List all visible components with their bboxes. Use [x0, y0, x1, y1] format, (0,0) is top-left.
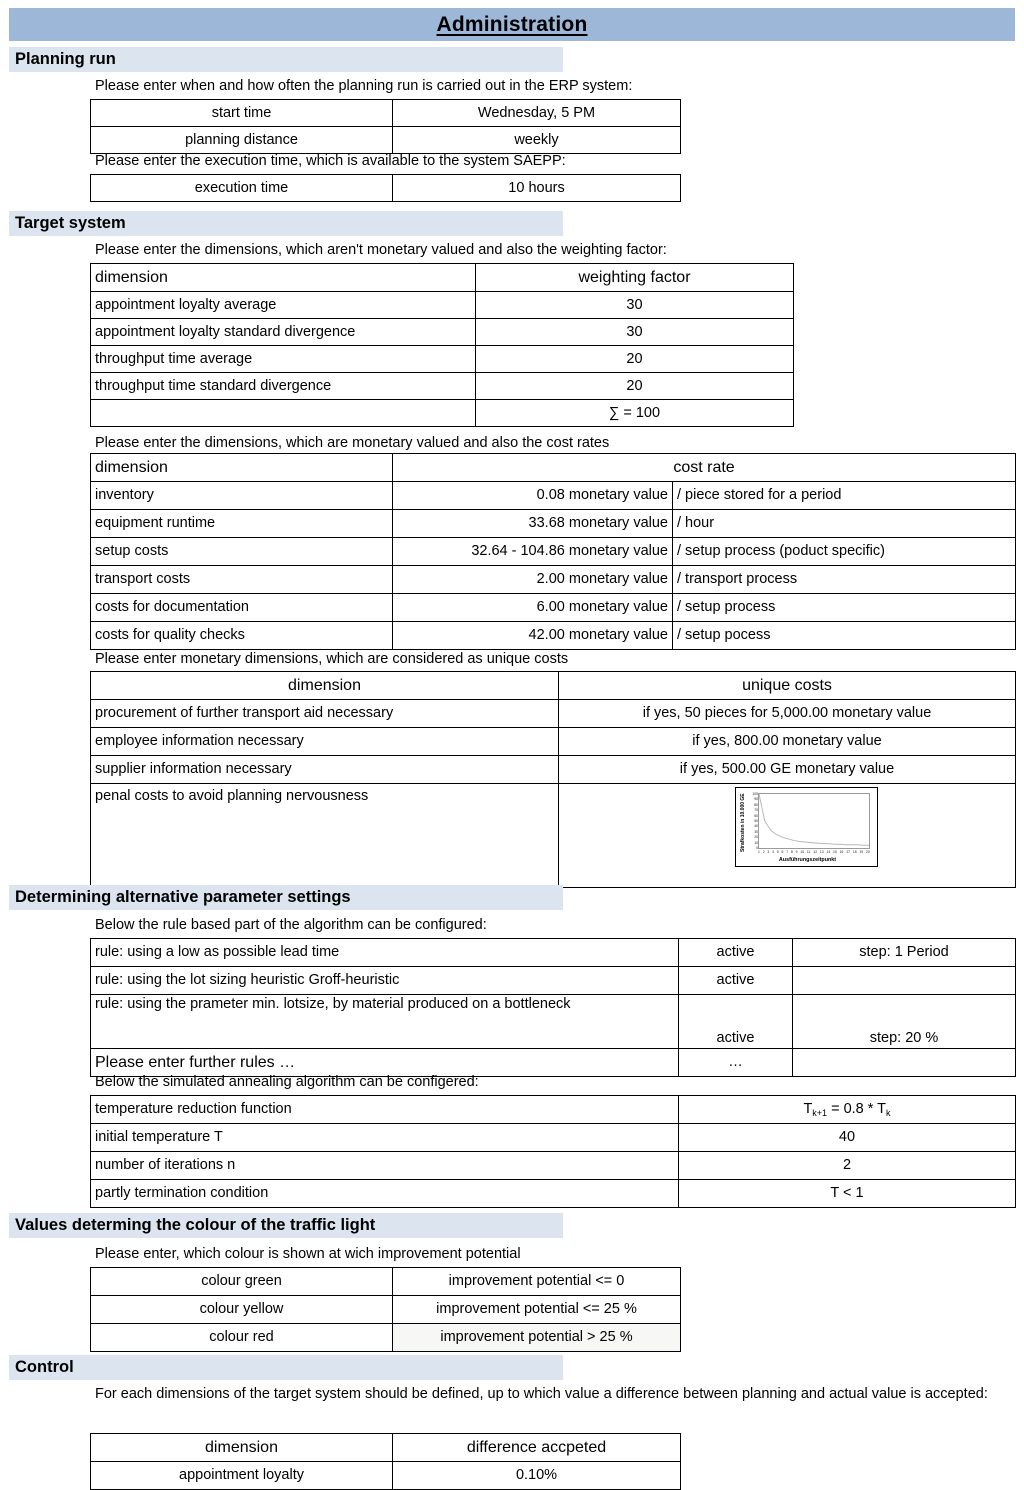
table-row: [91, 1324, 681, 1352]
table-row: [91, 939, 1016, 967]
chart-x-tick: 5: [776, 850, 779, 854]
rule-step[interactable]: step: 1 Period: [793, 939, 1016, 967]
section-header-alternative-parameters: Determining alternative parameter settings: [9, 885, 563, 910]
formula-t: T: [803, 1100, 813, 1117]
table-row: [91, 756, 1016, 784]
rules-intro: Below the rule based part of the algorithm can be configured:: [95, 917, 487, 933]
weighting-dimension: appointment loyalty average: [91, 292, 476, 319]
chart-x-tick: 12: [813, 850, 818, 854]
table-row: [91, 1268, 681, 1296]
chart-y-tick: 70: [754, 808, 758, 813]
table-row: [91, 482, 1016, 510]
target-system-intro-weighting: Please enter the dimensions, which aren't monetary valued and also the weighting factor:: [95, 242, 667, 258]
unique-dimension: penal costs to avoid planning nervousness: [91, 784, 559, 888]
cost-amount[interactable]: 42.00 monetary value: [393, 622, 673, 650]
table-total-row: [91, 400, 794, 427]
control-table: [90, 1433, 681, 1490]
chart-x-tick: 2: [762, 850, 765, 854]
annealing-label: temperature reduction function: [91, 1096, 679, 1124]
rule-step[interactable]: [793, 1049, 1016, 1077]
table-header-row: [91, 264, 794, 292]
chart-y-tick: 10: [754, 840, 758, 845]
cost-amount[interactable]: 33.68 monetary value: [393, 510, 673, 538]
rule-state[interactable]: active: [679, 939, 793, 967]
table-row: [91, 1152, 1016, 1180]
colour-red-value[interactable]: improvement potential > 25 %: [393, 1324, 681, 1352]
chart-x-tick: 19: [859, 850, 864, 854]
chart-x-tick: 16: [839, 850, 844, 854]
cost-dimension: equipment runtime: [91, 510, 393, 538]
formula-sub-k: k: [886, 1107, 891, 1118]
cost-unit: / piece stored for a period: [673, 482, 1016, 510]
weighting-value[interactable]: 20: [476, 346, 794, 373]
cost-dimension: costs for quality checks: [91, 622, 393, 650]
annealing-intro: Below the simulated annealing algorithm can be configered:: [95, 1074, 479, 1090]
weighting-total-spacer: [91, 400, 476, 427]
section-header-target-system: Target system: [9, 211, 563, 236]
control-col-difference: difference accpeted: [393, 1434, 681, 1462]
chart-y-ticks: [749, 792, 758, 850]
chart-x-tick: 11: [806, 850, 811, 854]
weighting-value[interactable]: 30: [476, 319, 794, 346]
table-row: [91, 510, 1016, 538]
colour-yellow-value[interactable]: improvement potential <= 25 %: [393, 1296, 681, 1324]
table-row: [91, 100, 681, 127]
rule-step[interactable]: step: 20 %: [793, 995, 1016, 1049]
start-time-value[interactable]: Wednesday, 5 PM: [393, 100, 681, 127]
cost-rate-table: [90, 453, 1016, 650]
unique-dimension: supplier information necessary: [91, 756, 559, 784]
annealing-value[interactable]: 40: [679, 1124, 1016, 1152]
rule-state[interactable]: active: [679, 967, 793, 995]
table-row: [91, 995, 1016, 1049]
table-row: [91, 1124, 1016, 1152]
annealing-label: partly termination condition: [91, 1180, 679, 1208]
colour-yellow-label: colour yellow: [91, 1296, 393, 1324]
cost-amount[interactable]: 32.64 - 104.86 monetary value: [393, 538, 673, 566]
chart-y-tick: 30: [754, 829, 758, 834]
table-header-row: [91, 672, 1016, 700]
chart-y-tick: [749, 846, 758, 850]
cost-col-dimension: dimension: [91, 454, 393, 482]
table-row: [91, 967, 1016, 995]
table-row: [91, 175, 681, 202]
table-row: [91, 566, 1016, 594]
annealing-value-formula[interactable]: [679, 1096, 1016, 1124]
table-row: [91, 622, 1016, 650]
chart-x-tick: 18: [852, 850, 857, 854]
chart-x-ticks: [758, 850, 870, 857]
rules-table: [90, 938, 1016, 1077]
annealing-table: [90, 1095, 1016, 1208]
section-header-control: Control: [9, 1355, 563, 1380]
chart-y-tick: 20: [754, 835, 758, 840]
cost-unit: / setup process (poduct specific): [673, 538, 1016, 566]
table-row: [91, 728, 1016, 756]
cost-dimension: transport costs: [91, 566, 393, 594]
rule-label: rule: using the lot sizing heuristic Groff-heuristic: [91, 967, 679, 995]
unique-col-costs: unique costs: [559, 672, 1016, 700]
traffic-light-intro: Please enter, which colour is shown at wich improvement potential: [95, 1246, 521, 1262]
weighting-col-dimension: dimension: [91, 264, 476, 292]
chart-x-tick: 15: [833, 850, 837, 854]
cost-unit: / hour: [673, 510, 1016, 538]
cost-dimension: inventory: [91, 482, 393, 510]
chart-x-tick: 7: [786, 850, 789, 854]
chart-x-tick: 17: [846, 850, 851, 854]
chart-x-axis-label: Ausführungszeitpunkt: [778, 857, 837, 863]
chart-x-tick: 10: [800, 850, 805, 854]
cost-unit: / setup process: [673, 594, 1016, 622]
rule-state[interactable]: active: [679, 995, 793, 1049]
unique-dimension: procurement of further transport aid necessary: [91, 700, 559, 728]
table-row: [91, 319, 794, 346]
table-row: [91, 127, 681, 154]
colour-green-value[interactable]: improvement potential <= 0: [393, 1268, 681, 1296]
weighting-value[interactable]: 30: [476, 292, 794, 319]
unique-dimension: employee information necessary: [91, 728, 559, 756]
chart-x-tick: 14: [826, 850, 831, 854]
annealing-value[interactable]: 2: [679, 1152, 1016, 1180]
unique-cost-value[interactable]: if yes, 500.00 GE monetary value: [559, 756, 1016, 784]
chart-x-tick: 9: [795, 850, 798, 854]
colour-green-label: colour green: [91, 1268, 393, 1296]
formula-sub-k1: k+1: [812, 1107, 828, 1118]
planning-run-intro-2: Please enter the execution time, which is available to the system SAEPP:: [95, 153, 566, 169]
chart-curve: [759, 794, 869, 848]
annealing-label: initial temperature T: [91, 1124, 679, 1152]
execution-time-value[interactable]: 10 hours: [393, 175, 681, 202]
weighting-total: ∑ = 100: [476, 400, 794, 427]
table-row: [91, 1096, 1016, 1124]
rule-step[interactable]: [793, 967, 1016, 995]
unique-col-dimension: dimension: [91, 672, 559, 700]
table-row: [91, 538, 1016, 566]
section-header-traffic-light: Values determing the colour of the traffic light: [9, 1213, 563, 1238]
table-row: [91, 1296, 681, 1324]
control-intro: For each dimensions of the target system should be defined, up to which value a difference between planning and actual value is accepted:: [95, 1386, 988, 1402]
rule-state[interactable]: …: [679, 1049, 793, 1077]
chart-y-tick: 90: [754, 797, 758, 802]
table-row: [91, 373, 794, 400]
table-row: [91, 1462, 681, 1490]
cost-dimension: setup costs: [91, 538, 393, 566]
penal-cost-chart: [735, 787, 878, 867]
control-difference[interactable]: 0.10%: [393, 1462, 681, 1490]
chart-x-tick: 13: [819, 850, 824, 854]
chart-y-tick: 40: [754, 824, 758, 829]
chart-x-tick: 4: [772, 850, 774, 854]
cost-amount[interactable]: 0.08 monetary value: [393, 482, 673, 510]
cost-amount[interactable]: 6.00 monetary value: [393, 594, 673, 622]
control-dimension: appointment loyalty: [91, 1462, 393, 1490]
cost-col-rate: cost rate: [393, 454, 1016, 482]
chart-x-tick: 8: [790, 850, 793, 854]
table-row: [91, 1180, 1016, 1208]
formula-mid: = 0.8 * T: [827, 1100, 887, 1117]
cost-dimension: costs for documentation: [91, 594, 393, 622]
table-row: [91, 594, 1016, 622]
rule-add-placeholder[interactable]: Please enter further rules …: [91, 1049, 679, 1077]
traffic-light-table: [90, 1267, 681, 1352]
weighting-dimension: throughput time standard divergence: [91, 373, 476, 400]
table-row: [91, 292, 794, 319]
table-row: [91, 346, 794, 373]
unique-cost-value[interactable]: if yes, 50 pieces for 5,000.00 monetary value: [559, 700, 1016, 728]
chart-y-tick: 50: [754, 818, 758, 823]
execution-time-table: [90, 174, 681, 202]
weighting-dimension: throughput time average: [91, 346, 476, 373]
weighting-value[interactable]: 20: [476, 373, 794, 400]
rule-label: rule: using the prameter min. lotsize, by material produced on a bottleneck: [91, 995, 679, 1049]
cost-amount[interactable]: 2.00 monetary value: [393, 566, 673, 594]
cost-unit: / transport process: [673, 566, 1016, 594]
chart-y-tick: 100: [752, 792, 758, 796]
planning-run-table: [90, 99, 681, 154]
chart-y-tick: 80: [754, 802, 758, 807]
planning-distance-label: planning distance: [91, 127, 393, 154]
chart-y-tick: 60: [754, 813, 758, 818]
table-row: [91, 700, 1016, 728]
table-header-row: [91, 454, 1016, 482]
section-header-planning-run: Planning run: [9, 47, 563, 72]
planning-distance-value[interactable]: weekly: [393, 127, 681, 154]
rule-label: rule: using a low as possible lead time: [91, 939, 679, 967]
weighting-factor-table: [90, 263, 794, 427]
chart-x-tick: 6: [781, 850, 784, 854]
planning-run-intro-1: Please enter when and how often the planning run is carried out in the ERP system:: [95, 78, 633, 94]
execution-time-label: execution time: [91, 175, 393, 202]
unique-cost-value[interactable]: if yes, 800.00 monetary value: [559, 728, 1016, 756]
chart-y-axis-label: Strafkosten in 10.000 GE: [740, 793, 746, 853]
target-system-intro-cost: Please enter the dimensions, which are monetary valued and also the cost rates: [95, 435, 610, 451]
table-header-row: [91, 1434, 681, 1462]
start-time-label: start time: [91, 100, 393, 127]
page-title-bar: [9, 8, 1015, 41]
weighting-dimension: appointment loyalty standard divergence: [91, 319, 476, 346]
chart-x-tick: 20: [866, 850, 870, 854]
annealing-value[interactable]: T < 1: [679, 1180, 1016, 1208]
chart-x-tick: 3: [767, 850, 770, 854]
weighting-col-factor: weighting factor: [476, 264, 794, 292]
annealing-label: number of iterations n: [91, 1152, 679, 1180]
target-system-intro-unique: Please enter monetary dimensions, which are considered as unique costs: [95, 651, 569, 667]
colour-red-label: colour red: [91, 1324, 393, 1352]
chart-x-tick: 1: [758, 850, 760, 854]
cost-unit: / setup pocess: [673, 622, 1016, 650]
page-title: Administration: [436, 12, 588, 36]
control-col-dimension: dimension: [91, 1434, 393, 1462]
chart-plot-area: [758, 793, 870, 849]
